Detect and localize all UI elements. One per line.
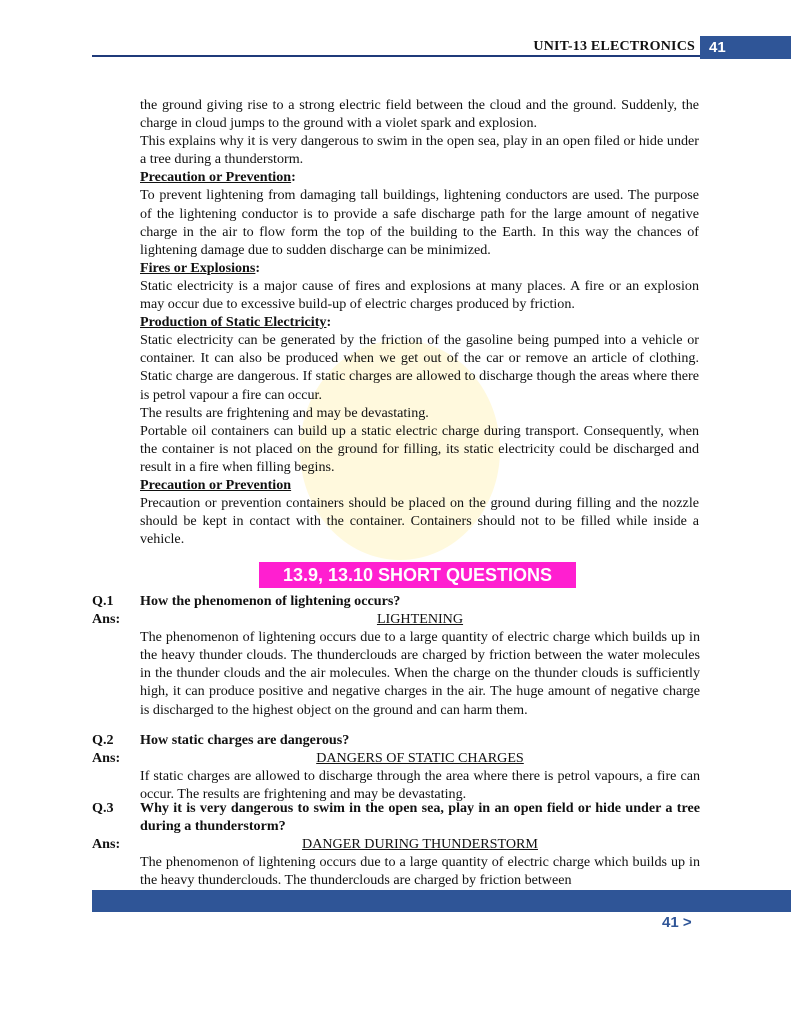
answer-label: Ans: bbox=[92, 611, 121, 627]
answer-text: If static charges are allowed to discharge through the area where there is petrol vapours, a fire can occur. The results are frightening and may be devastating. bbox=[140, 768, 700, 803]
body-text bbox=[140, 96, 699, 548]
answer-heading: LIGHTENING bbox=[376, 611, 464, 628]
question-text: Why it is very dangerous to swim in the open sea, play in an open field or hide under a tree during a thunderstorm? bbox=[140, 800, 700, 835]
header-rule bbox=[92, 55, 700, 57]
answer-text: The phenomenon of lightening occurs due to a large quantity of electric charge which builds up in the heavy thunder clouds. The thunderclouds are charged by friction between the water molecules in the thunder clouds and the air molecules. When the charge on the thunder clouds is sufficiently high, it can produce positive and negative charges in the air. The huge amount of negative charge is discharged to the highest object on the ground and can harm them. bbox=[140, 629, 700, 718]
subheading-precaution: Precaution or Prevention bbox=[140, 169, 292, 186]
paragraph: This explains why it is very dangerous to swim in the open sea, play in an open filed or hide under a tree during a thunderstorm. bbox=[140, 133, 699, 168]
paragraph: the ground giving rise to a strong electric field between the cloud and the ground. Suddenly, the charge in cloud jumps to the ground with a violet spark and explosion. bbox=[140, 97, 699, 132]
answer-label: Ans: bbox=[92, 750, 121, 766]
answer-heading: DANGER DURING THUNDERSTORM bbox=[302, 836, 538, 853]
paragraph: The results are frightening and may be devastating. bbox=[140, 404, 429, 421]
subheading-precaution-2: Precaution or Prevention bbox=[140, 476, 292, 493]
question-label: Q.2 bbox=[92, 732, 114, 748]
answer-label: Ans: bbox=[92, 836, 121, 852]
subheading-production: Production of Static Electricity bbox=[140, 314, 327, 331]
unit-title: UNIT-13 ELECTRONICS bbox=[533, 39, 695, 54]
qa-block-1 bbox=[92, 592, 700, 719]
qa-block-2 bbox=[92, 731, 700, 803]
question-text: How static charges are dangerous? bbox=[140, 732, 350, 748]
question-label: Q.3 bbox=[92, 800, 114, 816]
answer-text: The phenomenon of lightening occurs due to a large quantity of electric charge which builds up in the heavy thunderclouds. The thunderclouds are charged by friction between bbox=[140, 854, 700, 889]
paragraph: Static electricity is a major cause of fires and explosions at many places. A fire or an explosion may occur due to excessive build-up of electric charges produced by friction. bbox=[140, 277, 699, 313]
answer-heading: DANGERS OF STATIC CHARGES bbox=[316, 750, 524, 767]
paragraph: To prevent lightening from damaging tall buildings, lightening conductors are used. The purpose of the lightening conductor is to provide a safe discharge path for the large amount of negative charge in the air to flow form the top of the building to the Earth. In this way the chances of lightening damage due to sudden discharge can be minimized. bbox=[140, 187, 699, 258]
paragraph: Portable oil containers can build up a static electric charge during transport. Consequently, when the container is not placed on the ground for filling, its static electricity could be discharged and result in a fire when filling begins. bbox=[140, 422, 699, 475]
subheading: Fires or Explosions: bbox=[140, 259, 261, 276]
question-text: How the phenomenon of lightening occurs? bbox=[140, 593, 401, 609]
section-banner: 13.9, 13.10 SHORT QUESTIONS bbox=[259, 562, 576, 588]
question-label: Q.1 bbox=[92, 593, 114, 609]
qa-block-3 bbox=[92, 799, 700, 889]
header-page-number: 41 bbox=[700, 36, 791, 59]
subheading: Precaution or Prevention: bbox=[140, 169, 296, 186]
paragraph: Static electricity can be generated by the friction of the gasoline being pumped into a vehicle or container. It can also be produced when we get out of the car or remove an article of clothing. Static charge are dangerous. If static charges are allowed to discharge though the areas where there is petrol vapour a fire can occur. bbox=[140, 332, 699, 403]
paragraph: Precaution or prevention containers should be placed on the ground during filling and the nozzle should be kept in contact with the container. Containers should not to be filled while inside a vehicle. bbox=[140, 495, 699, 548]
subheading: Production of Static Electricity: bbox=[140, 314, 332, 331]
footer-bar bbox=[92, 890, 791, 912]
subheading-fires: Fires or Explosions bbox=[140, 259, 256, 276]
footer-page-number: 41 > bbox=[662, 914, 692, 931]
